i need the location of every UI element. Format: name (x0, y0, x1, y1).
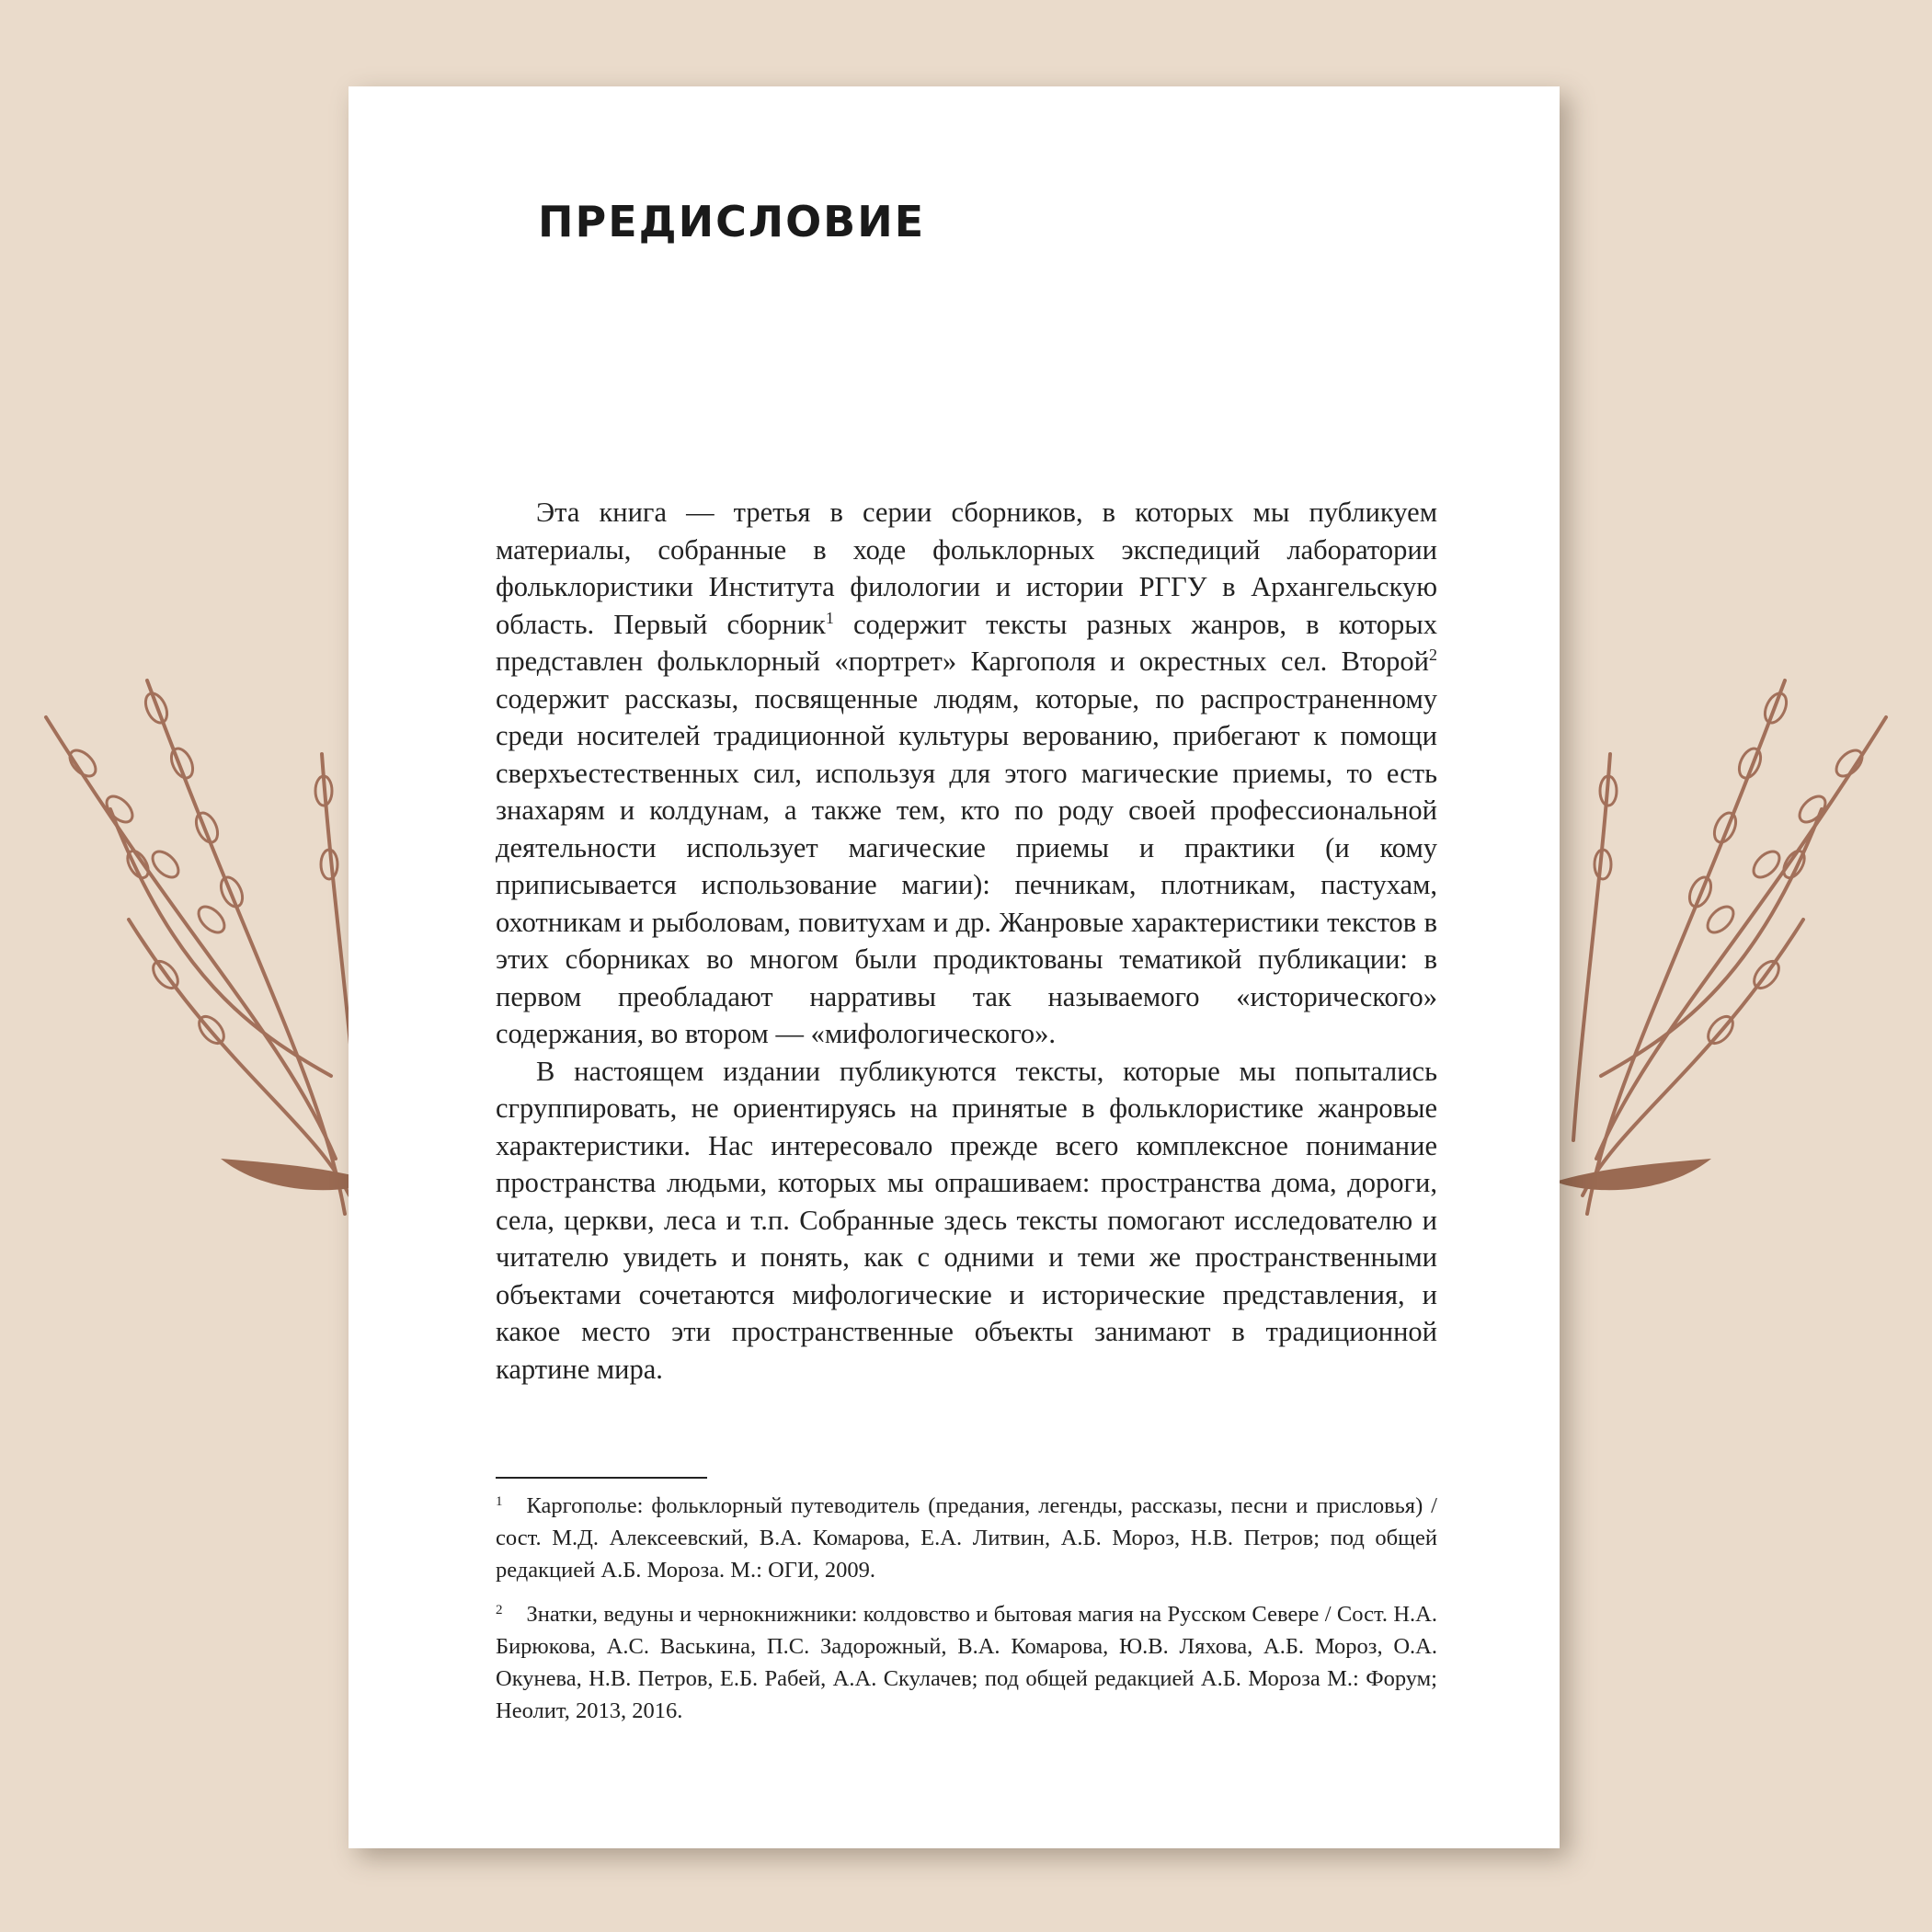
footnote-divider (496, 1477, 707, 1479)
footnote-ref: 2 (1429, 645, 1437, 664)
paragraph-text: содержит рассказы, посвященные людям, которые, по распространенному среди носителей традиционной культуры верованию, прибегают к помощи сверхъестественных сил, используя для этого магические приемы, то есть знахарям и колдунам, а также тем, кто по роду своей профессиональной деятельности использует магические приемы и практики (и кому приписывается использование магии): печникам, плотникам, пастухам, охотникам и рыболовам, повитухам и др. Жанровые характеристики текстов в этих сборниках во многом были продиктованы тематикой публикации: в первом преобладают нарративы так называемого «исторического» содержания, во втором — «мифологического». (496, 682, 1437, 1049)
page-title: ПРЕДИСЛОВИЕ (538, 197, 926, 246)
paragraph-text: Эта книга — третья в серии сборников, в которых мы публикуем материалы, собранные в ходе фольклорных экспедиций лаборатории фольклористики Института филологии и истории РГГУ в Архангельскую область. Первый сборник (496, 497, 1437, 640)
footnote (496, 1595, 1437, 1727)
footnote-text: Каргополье: фольклорный путеводитель (предания, легенды, рассказы, песни и присловья) / сост. М.Д. Алексеевский, В.А. Комарова, Е.А. Литвин, А.Б. Мороз, Н.В. Петров; под общей редакцией А.Б. Мороза. М.: ОГИ, 2009. (496, 1493, 1437, 1583)
paragraph-text: содержит тексты разных жанров, в которых представлен фольклорный «портрет» Каргополя и окрестных сел. Второй (496, 608, 1437, 677)
footnote-number: 2 (496, 1603, 503, 1618)
branch-buds (1595, 690, 1867, 1047)
paragraph (496, 494, 1437, 1053)
paragraph-text: В настоящем издании публикуются тексты, которые мы попытались сгруппировать, не ориентируясь на принятые в фольклористике жанровые характеристики. Нас интересовало прежде всего комплексное понимание пространства людьми, которых мы опрашиваем: пространства дома, дороги, села, церкви, леса и т.п. Собранные здесь тексты помогают исследователю и читателю увидеть и понять, как с одними и теми же пространственными объектами сочетаются мифологические и исторические представления, и какое место эти пространственные объекты занимают в традиционной картине мира. (496, 1055, 1437, 1385)
footnote-ref: 1 (825, 608, 834, 627)
paragraph (496, 1053, 1437, 1389)
branch-buds (65, 690, 337, 1047)
book-page (349, 86, 1560, 1848)
branch-leaf (1555, 1159, 1711, 1190)
body-text (496, 494, 1437, 1388)
footnote-number: 1 (496, 1494, 503, 1509)
footnotes (496, 1486, 1437, 1735)
footnote-text: Знатки, ведуны и чернокнижники: колдовство и бытовая магия на Русском Севере / Сост. Н.А. Бирюкова, А.С. Васькина, П.С. Задорожный, В.А. Комарова, Ю.В. Ляхова, А.Б. Мороз, О.А. Окунева, Н.В. Петров, Е.Б. Рабей, А.А. Скулачев; под общей редакцией А.Б. Мороза М.: Форум; Неолит, 2013, 2016. (496, 1602, 1437, 1723)
footnote (496, 1486, 1437, 1586)
willow-branch-icon (1518, 644, 1904, 1232)
